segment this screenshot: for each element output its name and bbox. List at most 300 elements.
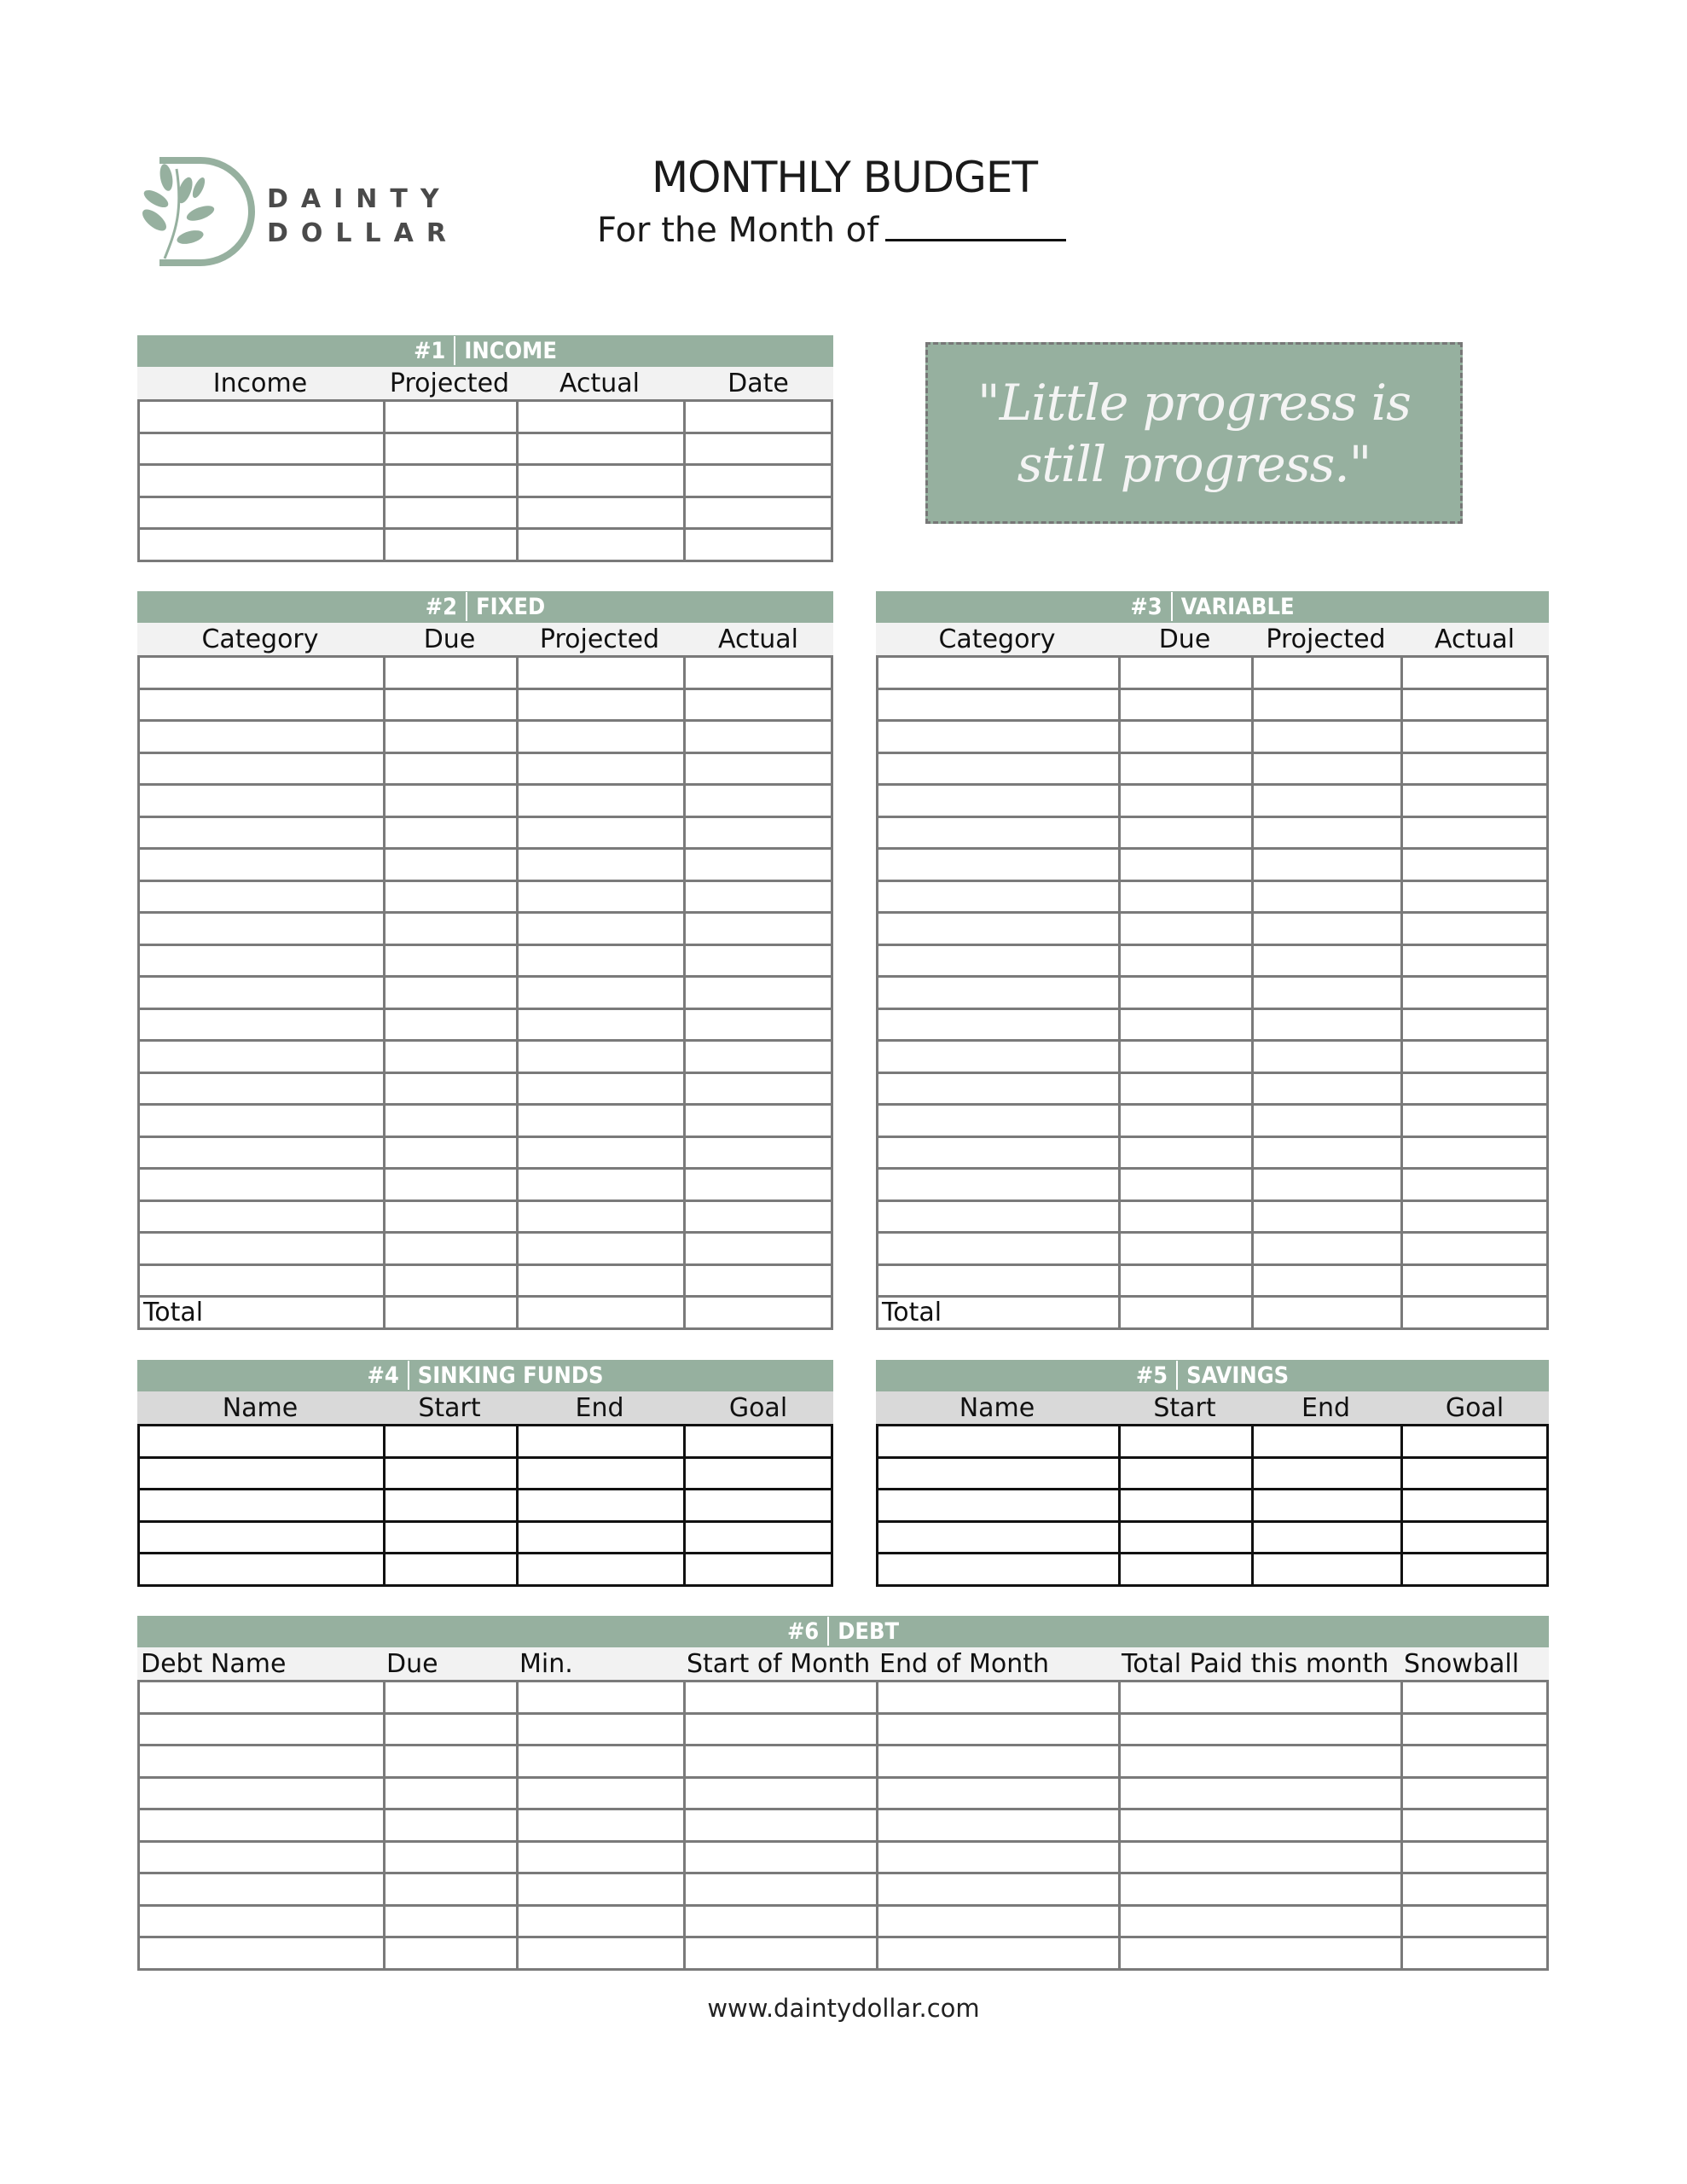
table-cell[interactable]: [140, 1554, 380, 1582]
table-cell[interactable]: [1403, 1459, 1546, 1486]
table-cell[interactable]: [140, 434, 380, 462]
table-cell[interactable]: [686, 1682, 873, 1710]
table-cell[interactable]: [686, 1426, 831, 1454]
table-cell[interactable]: [140, 1746, 380, 1774]
table-cell[interactable]: [386, 1426, 513, 1454]
table-cell[interactable]: [140, 1490, 380, 1518]
table-cell[interactable]: [519, 1907, 681, 1934]
table-cell[interactable]: [1254, 978, 1398, 1005]
table-cell[interactable]: [1254, 1074, 1398, 1101]
table-cell[interactable]: [1254, 914, 1398, 941]
table-cell[interactable]: [519, 1010, 681, 1037]
table-cell[interactable]: [1254, 1523, 1398, 1550]
table-cell[interactable]: [519, 434, 681, 462]
table-cell[interactable]: [686, 1234, 831, 1261]
table-cell[interactable]: [878, 978, 1116, 1005]
table-cell[interactable]: [686, 1170, 831, 1197]
table-cell[interactable]: [140, 1843, 380, 1870]
table-cell[interactable]: [386, 1170, 513, 1197]
table-cell[interactable]: [1254, 1234, 1398, 1261]
table-cell[interactable]: [686, 1042, 831, 1069]
table-cell[interactable]: [519, 1459, 681, 1486]
table-cell[interactable]: [878, 722, 1116, 749]
table-cell[interactable]: [1254, 1202, 1398, 1229]
table-cell[interactable]: [1254, 1010, 1398, 1037]
table-cell[interactable]: [686, 1266, 831, 1293]
table-cell[interactable]: [1254, 882, 1398, 909]
table-cell[interactable]: [140, 1266, 380, 1293]
table-cell[interactable]: [878, 1810, 1116, 1838]
table-cell[interactable]: [386, 978, 513, 1005]
table-cell[interactable]: [140, 1682, 380, 1710]
table-cell[interactable]: [1121, 1907, 1398, 1934]
table-cell[interactable]: [519, 498, 681, 526]
table-cell[interactable]: [140, 1523, 380, 1550]
table-cell[interactable]: [1121, 754, 1249, 781]
table-cell[interactable]: [1121, 1810, 1398, 1838]
table-cell[interactable]: [386, 1746, 513, 1774]
table-cell[interactable]: [140, 1106, 380, 1133]
table-cell[interactable]: [386, 1554, 513, 1582]
table-cell[interactable]: [519, 1074, 681, 1101]
table-cell[interactable]: [1121, 1523, 1249, 1550]
table-cell[interactable]: [1254, 1490, 1398, 1518]
table-cell[interactable]: [686, 1938, 873, 1966]
footer-url[interactable]: www.daintydollar.com: [707, 1994, 980, 2023]
table-cell[interactable]: [386, 1779, 513, 1806]
table-cell[interactable]: [1254, 818, 1398, 845]
table-cell[interactable]: [140, 402, 380, 429]
table-cell[interactable]: [1403, 818, 1546, 845]
table-cell[interactable]: [1403, 1938, 1546, 1966]
table-cell[interactable]: [140, 754, 380, 781]
table-cell[interactable]: [386, 946, 513, 973]
table-cell[interactable]: [1403, 1490, 1546, 1518]
table-cell[interactable]: [140, 722, 380, 749]
table-cell[interactable]: [140, 1907, 380, 1934]
table-cell[interactable]: [686, 1874, 873, 1902]
table-cell[interactable]: [1121, 1074, 1249, 1101]
table-cell[interactable]: [878, 1843, 1116, 1870]
table-cell[interactable]: [386, 1298, 513, 1325]
table-cell[interactable]: [1121, 690, 1249, 717]
table-cell[interactable]: [1121, 1170, 1249, 1197]
table-cell[interactable]: [1254, 1042, 1398, 1069]
table-cell[interactable]: [386, 658, 513, 685]
table-cell[interactable]: [686, 818, 831, 845]
table-cell[interactable]: [878, 1779, 1116, 1806]
table-cell[interactable]: [1403, 850, 1546, 877]
table-cell[interactable]: [140, 1170, 380, 1197]
column-header: Name: [222, 1393, 299, 1423]
table-cell[interactable]: [1254, 1298, 1398, 1325]
table-cell[interactable]: [386, 1874, 513, 1902]
table-cell[interactable]: [1121, 1298, 1249, 1325]
table-cell[interactable]: [386, 1810, 513, 1838]
table-cell[interactable]: [878, 1907, 1116, 1934]
table-cell[interactable]: [878, 658, 1116, 685]
table-cell[interactable]: [878, 1554, 1116, 1582]
table-cell[interactable]: [519, 754, 681, 781]
table-cell[interactable]: [878, 1523, 1116, 1550]
table-cell[interactable]: [140, 1938, 380, 1966]
table-cell[interactable]: [686, 1202, 831, 1229]
table-cell[interactable]: [878, 818, 1116, 845]
table-cell[interactable]: [1403, 1874, 1546, 1902]
table-cell[interactable]: [519, 1106, 681, 1133]
table-cell[interactable]: [878, 786, 1116, 813]
table-cell[interactable]: [1403, 1682, 1546, 1710]
table-cell[interactable]: [1403, 1523, 1546, 1550]
table-cell[interactable]: [386, 690, 513, 717]
table-cell[interactable]: [519, 466, 681, 493]
table-cell[interactable]: [878, 690, 1116, 717]
table-cell[interactable]: [386, 1042, 513, 1069]
table-cell[interactable]: [1121, 658, 1249, 685]
table-cell[interactable]: [1121, 1779, 1398, 1806]
table-cell[interactable]: [1121, 946, 1249, 973]
table-cell[interactable]: [686, 882, 831, 909]
table-cell[interactable]: [519, 1715, 681, 1742]
table-cell[interactable]: [686, 1138, 831, 1165]
table-cell[interactable]: [386, 1010, 513, 1037]
table-cell[interactable]: [686, 786, 831, 813]
table-cell[interactable]: [519, 786, 681, 813]
table-cell[interactable]: [519, 658, 681, 685]
table-cell[interactable]: [519, 722, 681, 749]
table-cell[interactable]: [686, 946, 831, 973]
table-cell[interactable]: [686, 1907, 873, 1934]
table-cell[interactable]: [140, 914, 380, 941]
table-cell[interactable]: [386, 722, 513, 749]
table-cell[interactable]: [140, 658, 380, 685]
table-cell[interactable]: [1254, 658, 1398, 685]
table-cell[interactable]: [386, 1106, 513, 1133]
table-cell[interactable]: [519, 1138, 681, 1165]
table-cell[interactable]: [686, 1298, 831, 1325]
table-cell[interactable]: [1121, 978, 1249, 1005]
savings-table: [876, 1360, 1549, 1587]
table-cell[interactable]: [1121, 850, 1249, 877]
table-cell[interactable]: [878, 1490, 1116, 1518]
table-cell[interactable]: [519, 1843, 681, 1870]
table-cell[interactable]: [386, 1459, 513, 1486]
table-cell[interactable]: [386, 1682, 513, 1710]
table-cell[interactable]: [686, 850, 831, 877]
table-cell[interactable]: [519, 978, 681, 1005]
table-cell[interactable]: [519, 1874, 681, 1902]
table-cell[interactable]: [519, 1234, 681, 1261]
table-cell[interactable]: [386, 1266, 513, 1293]
table-cell[interactable]: [686, 658, 831, 685]
table-cell[interactable]: [519, 530, 681, 557]
table-cell[interactable]: [1254, 1459, 1398, 1486]
table-cell[interactable]: [1254, 1266, 1398, 1293]
table-cell[interactable]: [519, 1523, 681, 1550]
table-cell[interactable]: [386, 434, 513, 462]
table-cell[interactable]: [1121, 1874, 1398, 1902]
table-cell[interactable]: [1121, 818, 1249, 845]
table-cell[interactable]: [140, 882, 380, 909]
table-cell[interactable]: [386, 818, 513, 845]
table-cell[interactable]: [386, 402, 513, 429]
table-cell[interactable]: [386, 1234, 513, 1261]
column-header: Min.: [519, 1649, 573, 1679]
table-cell[interactable]: [140, 1042, 380, 1069]
table-cell[interactable]: [140, 1202, 380, 1229]
table-cell[interactable]: [1403, 882, 1546, 909]
table-cell[interactable]: [1403, 1170, 1546, 1197]
table-cell[interactable]: [686, 1779, 873, 1806]
table-cell[interactable]: [140, 946, 380, 973]
table-cell[interactable]: [1254, 946, 1398, 973]
table-cell[interactable]: [878, 1170, 1116, 1197]
table-cell[interactable]: [1403, 978, 1546, 1005]
table-cell[interactable]: [519, 1490, 681, 1518]
table-cell[interactable]: [140, 1010, 380, 1037]
brand-line-2: DOLLAR: [267, 218, 459, 248]
table-cell[interactable]: [686, 1106, 831, 1133]
table-cell[interactable]: [878, 882, 1116, 909]
table-cell[interactable]: [140, 498, 380, 526]
table-cell[interactable]: [1121, 1426, 1249, 1454]
table-cell[interactable]: [1121, 1010, 1249, 1037]
table-cell[interactable]: [386, 786, 513, 813]
table-cell[interactable]: [1254, 722, 1398, 749]
table-cell[interactable]: [686, 1810, 873, 1838]
table-cell[interactable]: [1403, 914, 1546, 941]
table-cell[interactable]: [686, 434, 831, 462]
table-cell[interactable]: [519, 402, 681, 429]
table-cell[interactable]: [686, 402, 831, 429]
table-cell[interactable]: [878, 1010, 1116, 1037]
table-cell[interactable]: [519, 1779, 681, 1806]
table-cell[interactable]: [386, 1715, 513, 1742]
table-cell[interactable]: [878, 1202, 1116, 1229]
table-cell[interactable]: [1254, 1426, 1398, 1454]
table-cell[interactable]: [1403, 1074, 1546, 1101]
table-cell[interactable]: [1254, 850, 1398, 877]
table-cell[interactable]: [1403, 1202, 1546, 1229]
table-cell[interactable]: [878, 754, 1116, 781]
table-cell[interactable]: [878, 1459, 1116, 1486]
table-cell[interactable]: [1403, 1266, 1546, 1293]
table-cell[interactable]: [1121, 1106, 1249, 1133]
column-header: Due: [386, 1649, 438, 1679]
total-label-cell: [140, 1298, 380, 1325]
table-cell[interactable]: [386, 914, 513, 941]
table-cell[interactable]: [1121, 1202, 1249, 1229]
table-cell[interactable]: [386, 1843, 513, 1870]
table-cell[interactable]: [686, 1523, 831, 1550]
table-cell[interactable]: [519, 1266, 681, 1293]
table-cell[interactable]: [386, 1523, 513, 1550]
table-cell[interactable]: [878, 914, 1116, 941]
table-cell[interactable]: [1403, 1746, 1546, 1774]
table-cell[interactable]: [140, 786, 380, 813]
table-cell[interactable]: [686, 722, 831, 749]
table-cell[interactable]: [878, 1234, 1116, 1261]
table-cell[interactable]: [1403, 1843, 1546, 1870]
divider: [1176, 1361, 1178, 1390]
table-cell[interactable]: [686, 466, 831, 493]
table-cell[interactable]: [140, 978, 380, 1005]
table-cell[interactable]: [1121, 1843, 1398, 1870]
table-cell[interactable]: [686, 1746, 873, 1774]
table-cell[interactable]: [1121, 1554, 1249, 1582]
table-cell[interactable]: [386, 1907, 513, 1934]
table-cell[interactable]: [1121, 1138, 1249, 1165]
table-cell[interactable]: [1403, 1907, 1546, 1934]
table-cell[interactable]: [1403, 1426, 1546, 1454]
table-cell[interactable]: [519, 1810, 681, 1838]
table-cell[interactable]: [386, 1074, 513, 1101]
table-cell[interactable]: [1121, 1459, 1249, 1486]
table-cell[interactable]: [140, 1426, 380, 1454]
table-cell[interactable]: [1403, 690, 1546, 717]
table-cell[interactable]: [386, 754, 513, 781]
table-cell[interactable]: [140, 1138, 380, 1165]
table-cell[interactable]: [1121, 786, 1249, 813]
table-cell[interactable]: [686, 1074, 831, 1101]
table-cell[interactable]: [878, 1106, 1116, 1133]
table-cell[interactable]: [1403, 722, 1546, 749]
table-cell[interactable]: [140, 1459, 380, 1486]
table-cell[interactable]: [686, 498, 831, 526]
table-cell[interactable]: [519, 1554, 681, 1582]
table-cell[interactable]: [878, 1074, 1116, 1101]
table-cell[interactable]: [519, 1938, 681, 1966]
table-cell[interactable]: [386, 882, 513, 909]
table-cell[interactable]: [686, 690, 831, 717]
table-cell[interactable]: [1254, 1554, 1398, 1582]
table-cell[interactable]: [1403, 1010, 1546, 1037]
table-cell[interactable]: [1121, 1938, 1398, 1966]
table-cell[interactable]: [1403, 786, 1546, 813]
table-cell[interactable]: [519, 1682, 681, 1710]
table-cell[interactable]: [140, 850, 380, 877]
table-cell[interactable]: [386, 1938, 513, 1966]
table-cell[interactable]: [519, 1170, 681, 1197]
table-cell[interactable]: [686, 978, 831, 1005]
table-cell[interactable]: [140, 818, 380, 845]
table-cell[interactable]: [878, 1682, 1116, 1710]
table-cell[interactable]: [1403, 1138, 1546, 1165]
table-cell[interactable]: [1121, 1682, 1398, 1710]
table-cell[interactable]: [386, 1490, 513, 1518]
table-cell[interactable]: [1254, 1138, 1398, 1165]
table-cell[interactable]: [686, 1843, 873, 1870]
table-cell[interactable]: [386, 1202, 513, 1229]
table-cell[interactable]: [519, 1426, 681, 1454]
table-cell[interactable]: [878, 850, 1116, 877]
table-cell[interactable]: [878, 1874, 1116, 1902]
divider: [408, 1361, 409, 1390]
table-cell[interactable]: [878, 1426, 1116, 1454]
table-cell[interactable]: [386, 1138, 513, 1165]
table-cell[interactable]: [878, 1746, 1116, 1774]
table-cell[interactable]: [140, 1810, 380, 1838]
table-cell[interactable]: [1403, 1298, 1546, 1325]
table-cell[interactable]: [519, 850, 681, 877]
table-cell[interactable]: [386, 466, 513, 493]
table-cell[interactable]: [386, 498, 513, 526]
table-cell[interactable]: [1403, 1042, 1546, 1069]
table-cell[interactable]: [519, 818, 681, 845]
table-cell[interactable]: [1254, 1106, 1398, 1133]
table-cell[interactable]: [686, 914, 831, 941]
table-cell[interactable]: [1121, 1715, 1398, 1742]
table-cell[interactable]: [686, 1459, 831, 1486]
table-cell[interactable]: [519, 946, 681, 973]
table-cell[interactable]: [140, 1234, 380, 1261]
table-cell[interactable]: [140, 690, 380, 717]
table-cell[interactable]: [1403, 1106, 1546, 1133]
table-cell[interactable]: [1121, 1266, 1249, 1293]
table-cell[interactable]: [1403, 946, 1546, 973]
table-cell[interactable]: [140, 1874, 380, 1902]
table-cell[interactable]: [1254, 786, 1398, 813]
table-cell[interactable]: [1254, 690, 1398, 717]
table-cell[interactable]: [1121, 1490, 1249, 1518]
table-cell[interactable]: [686, 530, 831, 557]
table-cell[interactable]: [686, 1490, 831, 1518]
table-cell[interactable]: [1403, 1554, 1546, 1582]
table-cell[interactable]: [1403, 1810, 1546, 1838]
table-cell[interactable]: [1121, 1234, 1249, 1261]
table-cell[interactable]: [878, 1266, 1116, 1293]
table-cell[interactable]: [686, 1554, 831, 1582]
table-cell[interactable]: [878, 1138, 1116, 1165]
table-cell[interactable]: [1403, 1715, 1546, 1742]
table-cell[interactable]: [1121, 722, 1249, 749]
table-cell[interactable]: [686, 1715, 873, 1742]
table-cell[interactable]: [1403, 754, 1546, 781]
month-blank-field[interactable]: [885, 208, 1066, 241]
table-cell[interactable]: [878, 1042, 1116, 1069]
table-cell[interactable]: [686, 1010, 831, 1037]
table-cell[interactable]: [1121, 1746, 1398, 1774]
table-cell[interactable]: [1254, 1170, 1398, 1197]
table-cell[interactable]: [519, 1746, 681, 1774]
table-cell[interactable]: [878, 1938, 1116, 1966]
table-cell[interactable]: [519, 882, 681, 909]
table-cell[interactable]: [1121, 1042, 1249, 1069]
table-cell[interactable]: [1254, 754, 1398, 781]
table-cell[interactable]: [519, 690, 681, 717]
sinking-funds-table: [137, 1360, 833, 1587]
table-cell[interactable]: [519, 1298, 681, 1325]
table-cell[interactable]: [140, 466, 380, 493]
table-cell[interactable]: [1121, 882, 1249, 909]
table-cell[interactable]: [878, 1715, 1116, 1742]
table-cell[interactable]: [140, 530, 380, 557]
table-cell[interactable]: [386, 850, 513, 877]
table-cell[interactable]: [1121, 914, 1249, 941]
table-cell[interactable]: [386, 530, 513, 557]
table-cell[interactable]: [1403, 1234, 1546, 1261]
table-cell[interactable]: [519, 1042, 681, 1069]
table-cell[interactable]: [1403, 1779, 1546, 1806]
table-cell[interactable]: [686, 754, 831, 781]
table-cell[interactable]: [140, 1779, 380, 1806]
table-cell[interactable]: [519, 1202, 681, 1229]
table-cell[interactable]: [1403, 658, 1546, 685]
table-cell[interactable]: [878, 946, 1116, 973]
table-cell[interactable]: [519, 914, 681, 941]
table-cell[interactable]: [140, 1715, 380, 1742]
table-cell[interactable]: [140, 1074, 380, 1101]
